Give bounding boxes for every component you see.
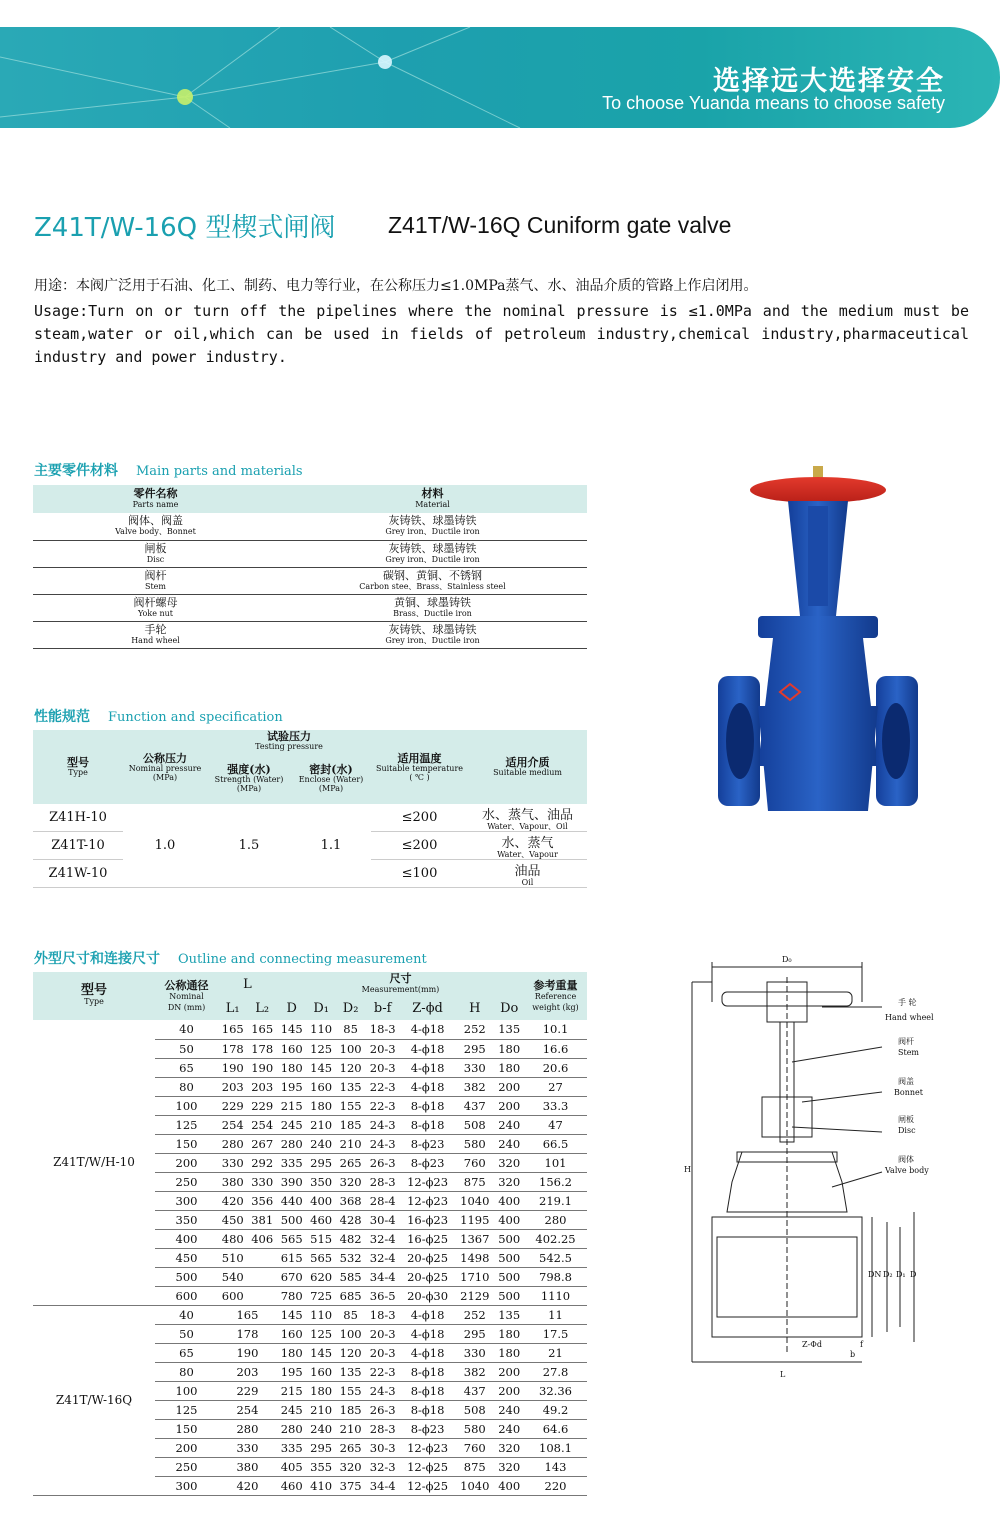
- outline-col-header: L₂: [247, 996, 276, 1020]
- drawing-dim-do: D₀: [782, 955, 792, 964]
- outline-row: 50 178 178 160 125 100 20-3 4-ϕ18 295 180 16.6: [33, 1039, 587, 1058]
- parts-row: 阀杆 Stem 碳钢、黄铜、不锈钢 Carbon stee、Brass、Stainless steel: [33, 567, 587, 594]
- section-outline-heading: 外型尺寸和连接尺寸 Outline and connecting measurement: [34, 951, 427, 967]
- slogan-english: To choose Yuanda means to choose safety: [602, 93, 945, 113]
- parts-row: 阀体、阀盖 Valve body、Bonnet 灰铸铁、球墨铸铁 Grey iron、Ductile iron: [33, 513, 587, 540]
- outline-row: 400 480 406 565 515 482 32-4 16-ϕ25 1367 500 402.25: [33, 1229, 587, 1248]
- parts-row: 闸板 Disc 灰铸铁、球墨铸铁 Grey iron、Ductile iron: [33, 540, 587, 567]
- parts-row: 手轮 Hand wheel 灰铸铁、球墨铸铁 Grey iron、Ductile iron: [33, 621, 587, 648]
- valve-section-drawing: [682, 952, 982, 1382]
- drawing-dim-d: D: [910, 1270, 917, 1279]
- outline-row: 125 254 245 210 185 26-3 8-ϕ18 508 240 49.2: [33, 1400, 587, 1419]
- outline-header-weight: 参考重量 Reference weight (kg): [524, 972, 587, 1020]
- svg-text:Hand wheel: Hand wheel: [885, 1013, 934, 1022]
- drawing-dim-b: b: [850, 1350, 856, 1359]
- outline-row: 150 280 280 240 210 28-3 8-ϕ23 580 240 64.6: [33, 1419, 587, 1438]
- outline-col-header: b-f: [365, 996, 400, 1020]
- parts-header-material: 材料 Material: [278, 485, 587, 513]
- outline-col-header: D₁: [306, 996, 335, 1020]
- parts-row: 阀杆螺母 Yoke nut 黄铜、球墨铸铁 Brass、Ductile iron: [33, 594, 587, 621]
- spec-row: Z41W-10 ≤100 油品 Oil: [33, 860, 587, 888]
- outline-header-dn: 公称通径 Nominal DN (mm): [155, 972, 218, 1020]
- outline-row: 100 229 215 180 155 24-3 8-ϕ18 437 200 32.36: [33, 1381, 587, 1400]
- drawing-dim-d1: D₁: [896, 1270, 906, 1279]
- usage-text-cn: 用途：本阀广泛用于石油、化工、制药、电力等行业，在公称压力≤1.0MPa蒸气、水、油品介质的管路上作启闭用。: [34, 278, 758, 294]
- outline-row: 200 330 335 295 265 30-3 12-ϕ23 760 320 108.1: [33, 1438, 587, 1457]
- drawing-label-disc: 闸板: [898, 1115, 914, 1124]
- drawing-dim-l: L: [780, 1370, 786, 1379]
- outline-header-size: 尺寸 Measurement(mm): [277, 972, 524, 996]
- outline-col-header: H: [455, 996, 494, 1020]
- usage-text-en: Usage:Turn on or turn off the pipelines where the nominal pressure is ≤1.0MPa and the medium must be steam,water or oil,which can be used in fields of petroleum industry,chemical industry,pharmaceutical industry and power industry.: [34, 302, 969, 366]
- outline-row: 500 540 670 620 585 34-4 20-ϕ25 1710 500 798.8: [33, 1267, 587, 1286]
- spec-header-temperature: 适用温度 Suitable temperature ( ℃ ): [371, 730, 468, 804]
- drawing-dim-f: f: [860, 1340, 863, 1349]
- outline-row: 100 229 229 215 180 155 22-3 8-ϕ18 437 200 33.3: [33, 1096, 587, 1115]
- outline-row: 300 420 460 410 375 34-4 12-ϕ25 1040 400 220: [33, 1476, 587, 1495]
- product-title-cn: Z41T/W-16Q 型楔式闸阀: [34, 213, 336, 243]
- spec-strength-value: 1.5: [207, 804, 291, 888]
- spec-header-testing: 试验压力 Testing pressure: [207, 730, 371, 752]
- outline-row: 250 380 405 355 320 32-3 12-ϕ25 875 320 143: [33, 1457, 587, 1476]
- parts-header-name: 零件名称 Parts name: [33, 485, 278, 513]
- outline-row: 450 510 615 565 532 32-4 20-ϕ25 1498 500 542.5: [33, 1248, 587, 1267]
- outline-row: 50 178 160 125 100 20-3 4-ϕ18 295 180 17.5: [33, 1324, 587, 1343]
- outline-table: [33, 972, 587, 1496]
- spec-header-nominal: 公称压力 Nominal pressure (MPa): [123, 730, 207, 804]
- outline-row: 250 380 330 390 350 320 28-3 12-ϕ23 875 320 156.2: [33, 1172, 587, 1191]
- outline-row: 80 203 203 195 160 135 22-3 4-ϕ18 382 200 27: [33, 1077, 587, 1096]
- outline-row: 600 600 780 725 685 36-5 20-ϕ30 2129 500 1110: [33, 1286, 587, 1305]
- spec-row: Z41H-10 1.0 1.5 1.1 ≤200 水、蒸气、油品 Water、Vapour、Oil: [33, 804, 587, 832]
- spec-table: [33, 730, 587, 888]
- outline-row: Z41T/W-16Q 40 165 145 110 85 18-3 4-ϕ18 252 135 11: [33, 1305, 587, 1324]
- outline-row: 65 190 190 180 145 120 20-3 4-ϕ18 330 180 20.6: [33, 1058, 587, 1077]
- outline-header-l: L: [218, 972, 277, 996]
- outline-row: 80 203 195 160 135 22-3 8-ϕ18 382 200 27.8: [33, 1362, 587, 1381]
- section-parts-heading: 主要零件材料 Main parts and materials: [34, 463, 303, 479]
- svg-text:Valve body: Valve body: [885, 1166, 929, 1175]
- spec-header-strength: 强度(水) Strength (Water) (MPa): [207, 752, 291, 804]
- product-title-en: Z41T/W-16Q Cuniform gate valve: [388, 212, 732, 238]
- svg-text:Disc: Disc: [898, 1126, 916, 1135]
- drawing-label-stem: 阀杆: [898, 1037, 914, 1046]
- outline-col-header: Do: [494, 996, 524, 1020]
- spec-header-medium: 适用介质 Suitable medium: [468, 730, 587, 804]
- outline-type-cell: Z41T/W/H-10: [33, 1020, 155, 1305]
- drawing-label-valve-body: 阀体: [898, 1155, 914, 1164]
- section-spec-heading: 性能规范 Function and specification: [34, 709, 283, 725]
- spec-header-enclose: 密封(水) Enclose (Water) (MPa): [291, 752, 371, 804]
- drawing-label-bonnet: 阀盖: [898, 1077, 914, 1086]
- slogan-chinese: 选择远大选择安全: [713, 66, 945, 97]
- outline-col-header: Z-ϕd: [400, 996, 455, 1020]
- outline-row: 300 420 356 440 400 368 28-4 12-ϕ23 1040 400 219.1: [33, 1191, 587, 1210]
- outline-col-header: L₁: [218, 996, 247, 1020]
- svg-text:Stem: Stem: [898, 1048, 920, 1057]
- outline-row: Z41T/W/H-10 40 165 165 145 110 85 18-3 4-ϕ18 252 135 10.1: [33, 1020, 587, 1039]
- header-banner: [0, 27, 1000, 128]
- drawing-dim-dn: DN: [868, 1270, 882, 1279]
- spec-enclose-value: 1.1: [291, 804, 371, 888]
- spec-header-type: 型号 Type: [33, 730, 123, 804]
- spec-nominal-value: 1.0: [123, 804, 207, 888]
- outline-header-type: 型号 Type: [33, 972, 155, 1020]
- outline-type-cell: Z41T/W-16Q: [33, 1305, 155, 1495]
- drawing-dim-h: H: [684, 1165, 691, 1174]
- gate-valve-photo: [718, 466, 918, 831]
- outline-row: 200 330 292 335 295 265 26-3 8-ϕ23 760 320 101: [33, 1153, 587, 1172]
- outline-row: 65 190 180 145 120 20-3 4-ϕ18 330 180 21: [33, 1343, 587, 1362]
- spec-row: Z41T-10 ≤200 水、蒸气 Water、Vapour: [33, 832, 587, 860]
- outline-row: 150 280 267 280 240 210 24-3 8-ϕ23 580 240 66.5: [33, 1134, 587, 1153]
- outline-row: 125 254 254 245 210 185 24-3 8-ϕ18 508 240 47: [33, 1115, 587, 1134]
- drawing-dim-d2: D₂: [883, 1270, 893, 1279]
- svg-text:Bonnet: Bonnet: [894, 1088, 923, 1097]
- parts-table: [33, 485, 587, 649]
- outline-col-header: D₂: [336, 996, 365, 1020]
- drawing-label-handwheel: 手 轮: [898, 998, 917, 1007]
- drawing-dim-zd: Z-Φd: [802, 1340, 822, 1349]
- outline-col-header: D: [277, 996, 306, 1020]
- outline-row: 350 450 381 500 460 428 30-4 16-ϕ23 1195 400 280: [33, 1210, 587, 1229]
